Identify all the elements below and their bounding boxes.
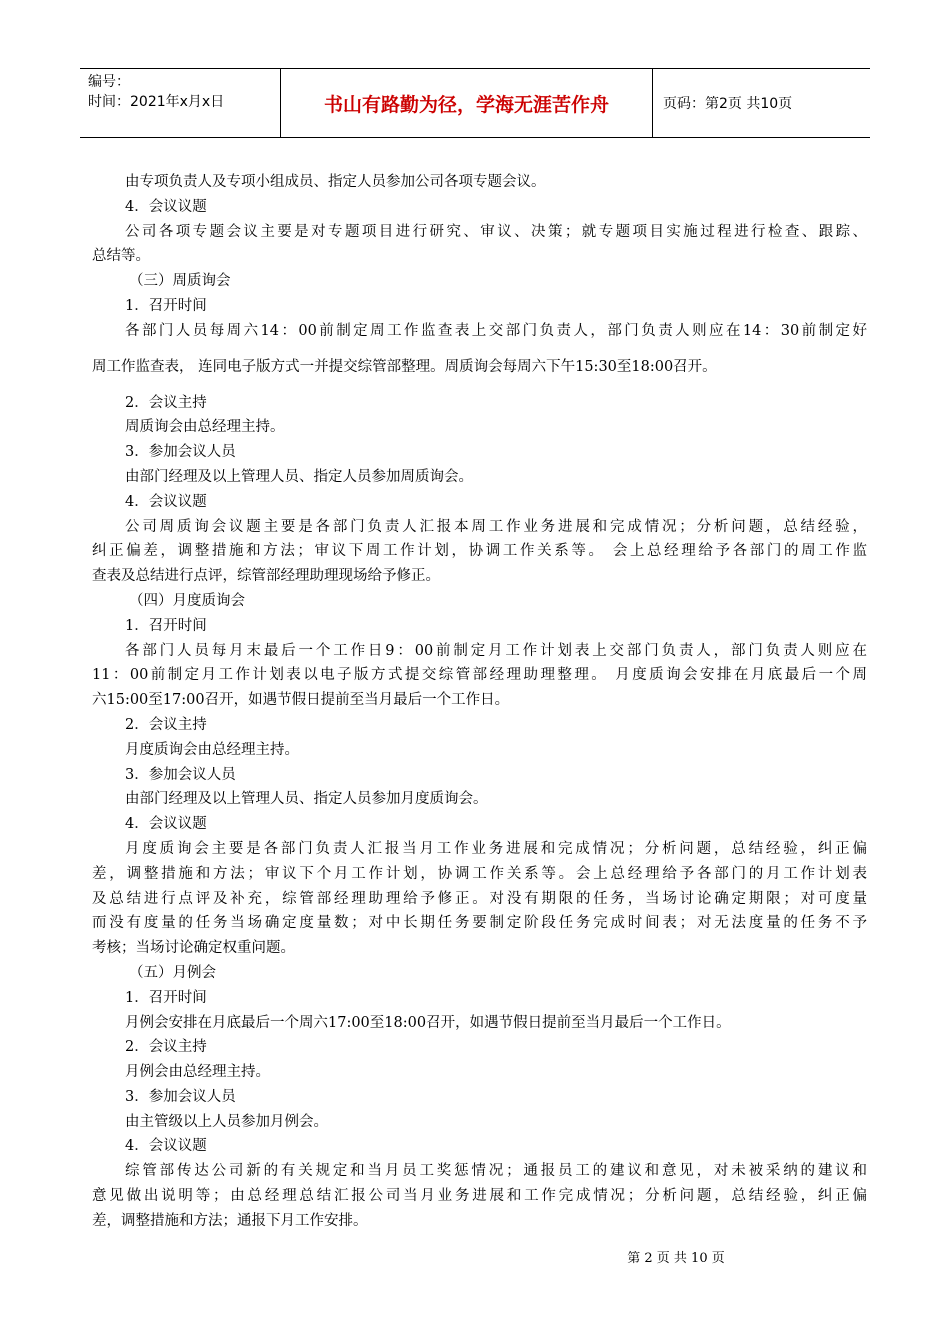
paragraph: 意见做出说明等；由总经理总结汇报公司当月业务进展和工作完成情况；分析问题，总结经验，纠正偏: [92, 1188, 867, 1205]
item-heading: 1．召开时间: [125, 989, 207, 1006]
paragraph: 各部门人员每月末最后一个工作日9：00前制定月工作计划表上交部门负责人，部门负责人则应在: [125, 642, 867, 659]
paragraph: 六15:00至17:00召开，如遇节假日提前至当月最后一个工作日。: [92, 692, 510, 709]
paragraph: 月例会由总经理主持。: [125, 1064, 270, 1081]
item-heading: 4．会议议题: [125, 816, 207, 833]
item-heading: 4．会议议题: [125, 1138, 207, 1155]
paragraph: 周工作监查表， 连同电子版方式一并提交综管部整理。周质询会每周六下午15:30至18:00召开。: [92, 358, 717, 375]
header-meta: [80, 69, 281, 137]
item-heading: 3．参加会议人员: [125, 766, 236, 783]
paragraph: 及总结进行点评及补充，综管部经理助理给予修正。对没有期限的任务，当场讨论确定期限；对可度量: [92, 890, 867, 907]
paragraph: 而没有度量的任务当场确定度量数；对中长期任务要制定阶段任务完成时间表；对无法度量的任务不予: [92, 915, 867, 932]
number-label: 编号：: [88, 74, 130, 90]
item-heading: 3．参加会议人员: [125, 1088, 236, 1105]
header-motto: 书山有路勤为径，学海无涯苦作舟: [281, 69, 653, 137]
paragraph: 月度质询会由总经理主持。: [125, 741, 299, 758]
paragraph: 各部门人员每周六14：00前制定周工作监查表上交部门负责人，部门负责人则应在14：30前制定好: [125, 322, 867, 339]
item-heading: 4．会议议题: [125, 493, 207, 510]
item-heading: 1．召开时间: [125, 297, 207, 314]
paragraph: 公司各项专题会议主要是对专题项目进行研究、审议、决策；就专题项目实施过程进行检查、跟踪、: [125, 223, 867, 240]
paragraph: 考核；当场讨论确定权重问题。: [92, 940, 295, 957]
section-heading: （五）月例会: [129, 964, 216, 981]
paragraph: 月例会安排在月底最后一个周六17:00至18:00召开，如遇节假日提前至当月最后一个工作日。: [125, 1014, 731, 1031]
paragraph: 查表及总结进行点评，综管部经理助理现场给予修正。: [92, 568, 440, 585]
paragraph: 综管部传达公司新的有关规定和当月员工奖惩情况；通报员工的建议和意见，对未被采纳的建议和: [125, 1163, 867, 1180]
paragraph: 周质询会由总经理主持。: [125, 419, 285, 436]
paragraph: 由主管级以上人员参加月例会。: [125, 1113, 328, 1130]
paragraph: 11：00前制定月工作计划表以电子版方式提交综管部经理助理整理。 月度质询会安排在月底最后一个周: [92, 667, 867, 684]
item-heading: 2．会议主持: [125, 394, 207, 411]
paragraph: 差，调整措施和方法；通报下月工作安排。: [92, 1212, 368, 1229]
item-heading: 2．会议主持: [125, 716, 207, 733]
header-page-info: 页码：第2页 共10页: [663, 96, 793, 112]
item-heading: 1．召开时间: [125, 617, 207, 634]
page-number: 第 2 页 共 10 页: [627, 1251, 725, 1266]
paragraph: 差，调整措施和方法；审议下个月工作计划，协调工作关系等。会上总经理给予各部门的月工作计划表: [92, 865, 867, 882]
paragraph: 由部门经理及以上管理人员、指定人员参加周质询会。: [125, 468, 473, 485]
item-heading: 4．会议议题: [125, 198, 207, 215]
time-label: 时间：2021年x月x日: [88, 94, 225, 110]
section-heading: （三）周质询会: [129, 273, 231, 290]
paragraph: 由专项负责人及专项小组成员、指定人员参加公司各项专题会议。: [125, 174, 546, 190]
document-body: [92, 170, 867, 1234]
paragraph: 由部门经理及以上管理人员、指定人员参加月度质询会。: [125, 791, 488, 808]
paragraph: 总结等。: [92, 248, 150, 265]
section-heading: （四）月度质询会: [129, 592, 245, 609]
paragraph: 月度质询会主要是各部门负责人汇报当月工作业务进展和完成情况；分析问题，总结经验，纠正偏: [125, 840, 867, 857]
paragraph: 公司周质询会议题主要是各部门负责人汇报本周工作业务进展和完成情况；分析问题，总结经验，: [125, 518, 867, 535]
item-heading: 2．会议主持: [125, 1039, 207, 1056]
page-footer: [0, 1247, 950, 1266]
paragraph: 纠正偏差，调整措施和方法；审议下周工作计划，协调工作关系等。 会上总经理给予各部门的周工作监: [92, 543, 867, 560]
item-heading: 3．参加会议人员: [125, 444, 236, 461]
document-header: [80, 68, 870, 138]
